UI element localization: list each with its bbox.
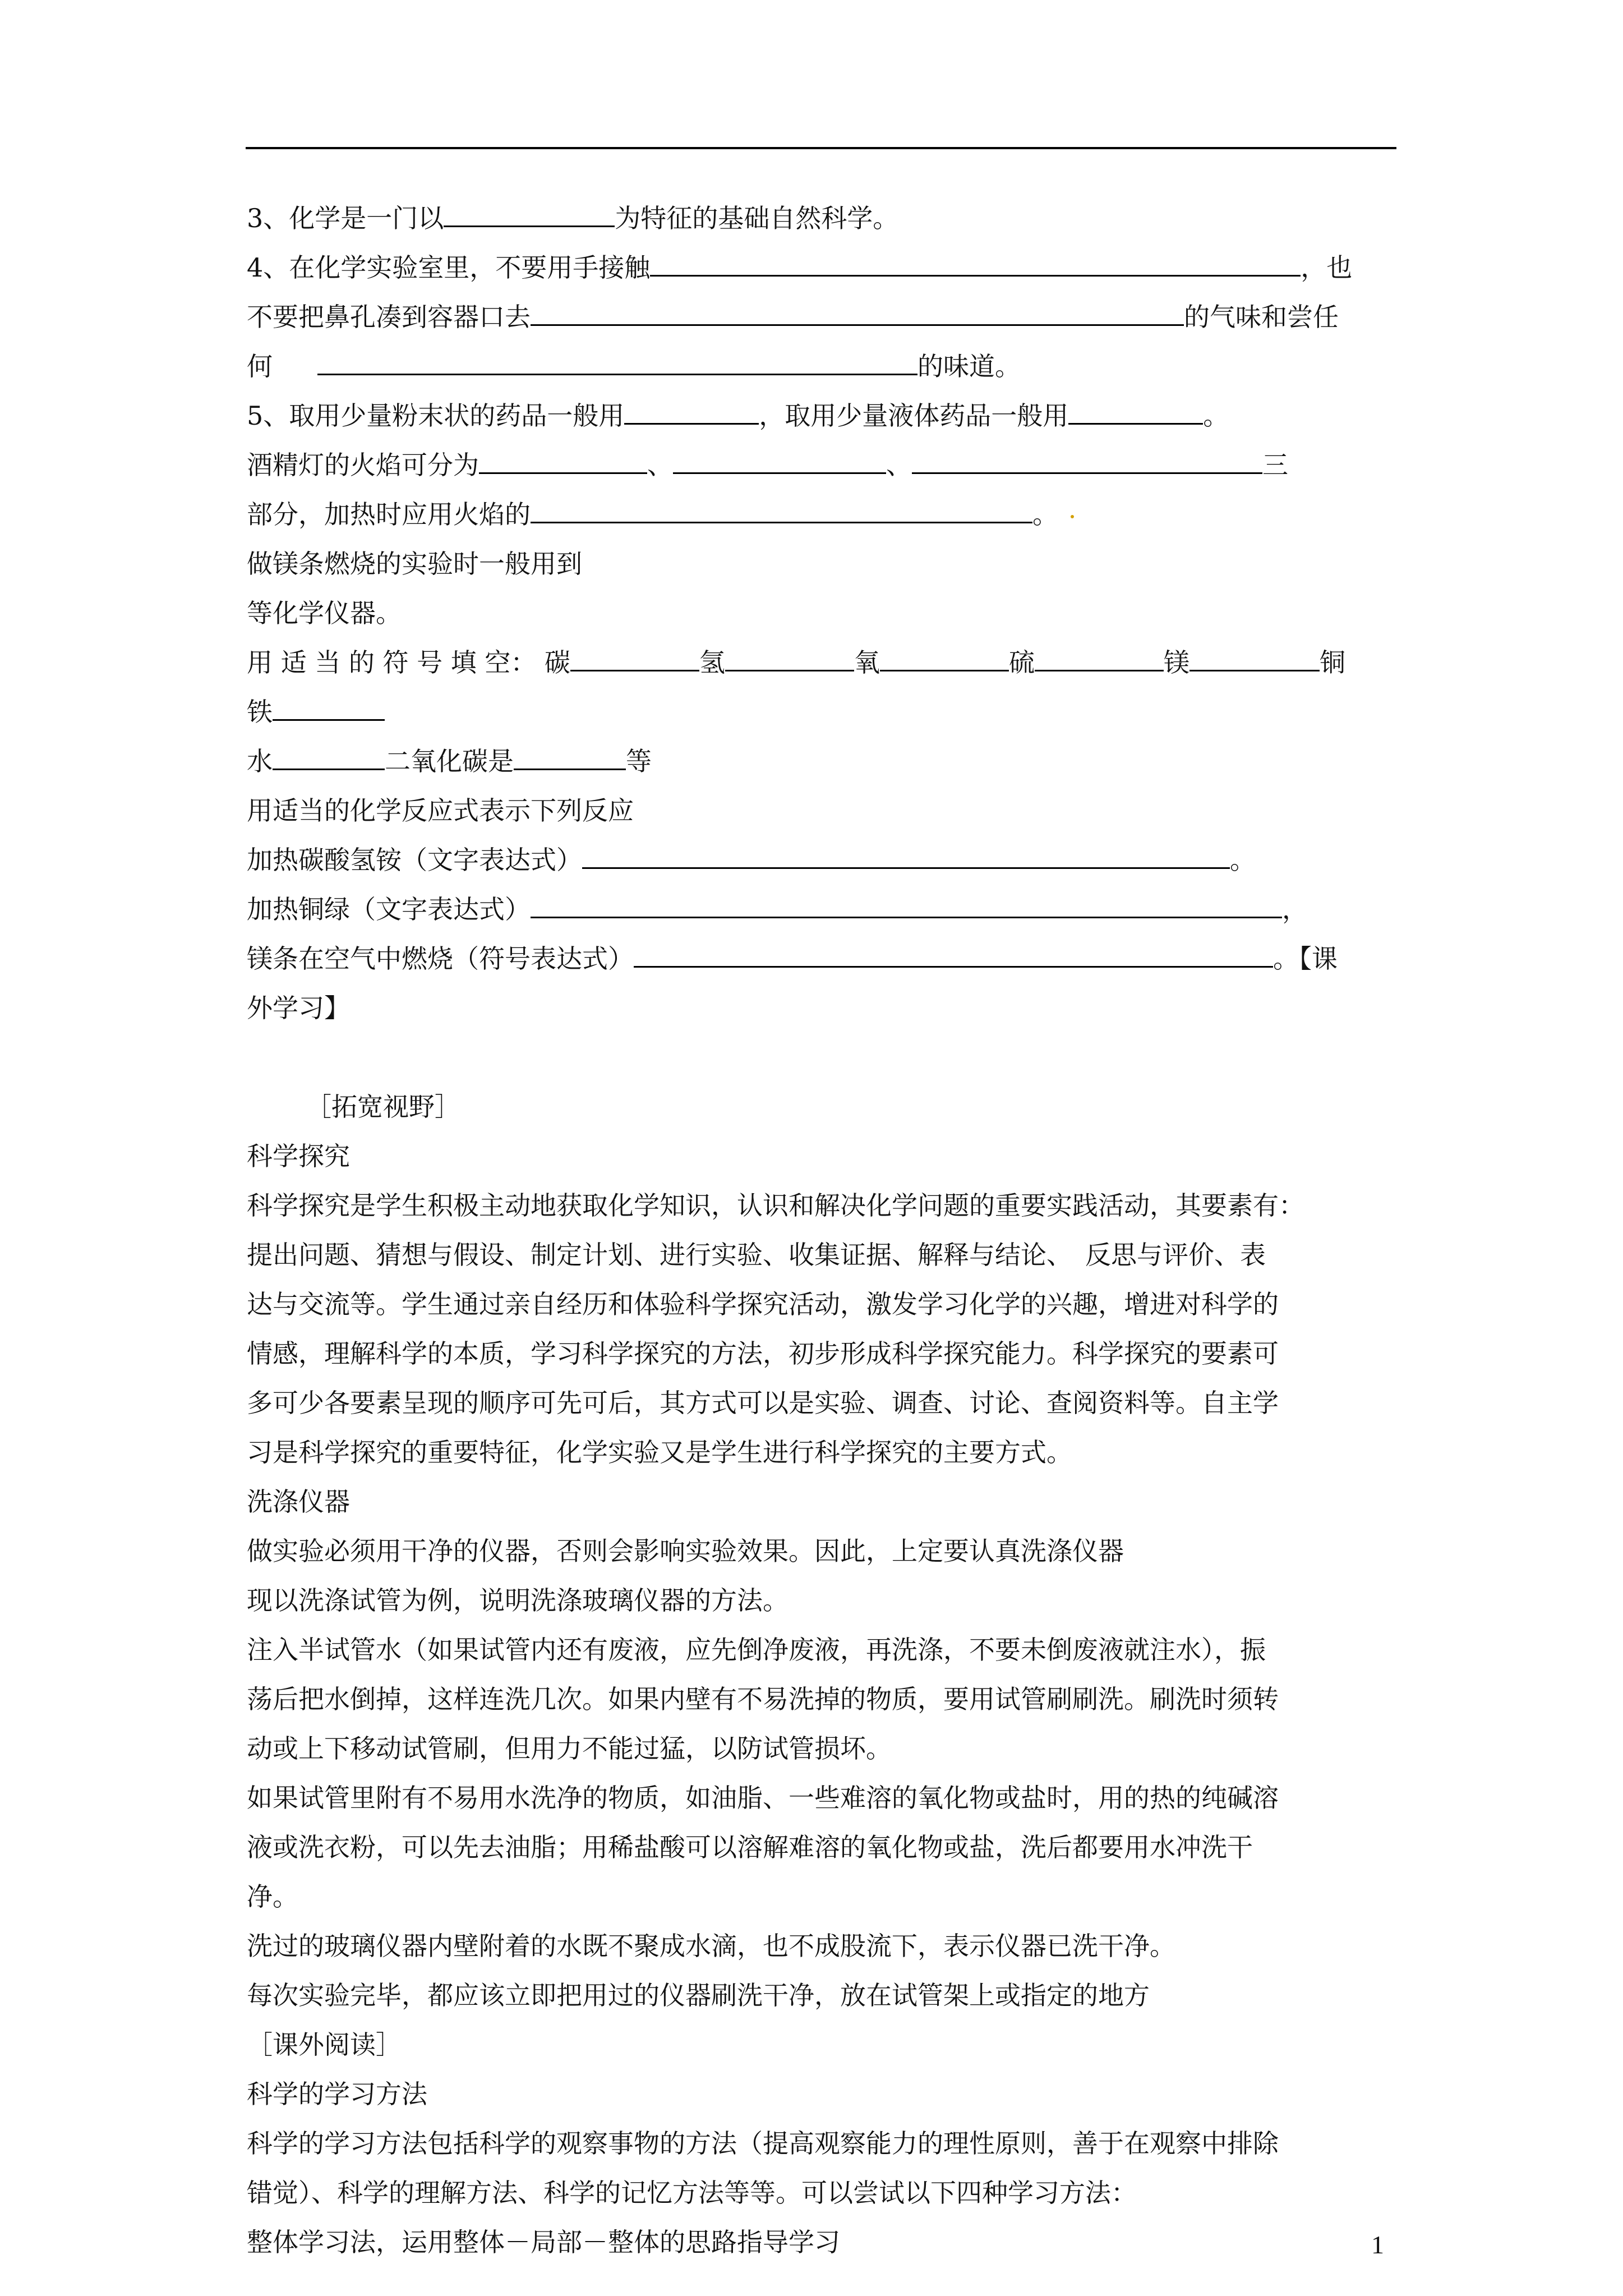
reaction-2-label: 加热铜绿（文字表达式） bbox=[247, 894, 531, 924]
paragraph-line: 习是科学探究的重要特征，化学实验又是学生进行科学探究的主要方式。 bbox=[247, 1437, 1072, 1467]
page-number: 1 bbox=[1371, 2230, 1384, 2259]
paragraph-line: 多可少各要素呈现的顺序可先可后，其方式可以是实验、调查、讨论、查阅资料等。自主学 bbox=[247, 1388, 1279, 1418]
sym-hydrogen: 氢 bbox=[699, 647, 725, 678]
sym-blank-co2[interactable] bbox=[514, 744, 626, 770]
question-5 bbox=[247, 391, 1396, 440]
flame-question-line1 bbox=[247, 440, 1396, 490]
title-washing-instruments: 洗涤仪器 bbox=[247, 1487, 350, 1517]
paragraph-line: 错觉）、科学的理解方法、科学的记忆方法等等。可以尝试以下四种学习方法： bbox=[247, 2178, 1137, 2208]
q4-text-4: 何 bbox=[247, 351, 273, 381]
q5-text-mid: ，取用少量液体药品一般用 bbox=[759, 401, 1069, 431]
paragraph-scientific-inquiry bbox=[247, 1181, 1396, 1477]
reaction-3 bbox=[247, 934, 1396, 983]
q3-text-end: 为特征的基础自然科学。 bbox=[615, 203, 899, 233]
sym-iron: 铁 bbox=[247, 697, 273, 727]
flame-sep-1: 、 bbox=[647, 450, 673, 480]
sym-co2: 二氧化碳是 bbox=[385, 746, 514, 776]
mg-question-line1: 做镁条燃烧的实验时一般用到 bbox=[247, 549, 582, 579]
section-heading-broaden: ［拓宽视野］ bbox=[306, 1092, 460, 1122]
paragraph-line: 提出问题、猜想与假设、制定计划、进行实验、收集证据、解释与结论、 反思与评价、表 bbox=[247, 1240, 1266, 1270]
sym-blank-oxygen[interactable] bbox=[880, 645, 1009, 671]
q3-text-start: 3、化学是一门以 bbox=[247, 203, 444, 233]
stray-mark bbox=[1071, 515, 1074, 518]
reaction-1-end: 。 bbox=[1230, 845, 1256, 875]
question-3 bbox=[247, 194, 1396, 243]
paragraph-line: 达与交流等。学生通过亲自经历和体验科学探究活动，激发学习化学的兴趣，增进对科学的 bbox=[247, 1289, 1279, 1319]
paragraph-line: 科学的学习方法包括科学的观察事物的方法（提高观察能力的理性原则，善于在观察中排除 bbox=[247, 2128, 1279, 2159]
reaction-3-end: 。【课 bbox=[1273, 944, 1338, 974]
paragraph-line: 净。 bbox=[247, 1881, 298, 1912]
paragraph-line: 整体学习法，运用整体－局部－整体的思路指导学习 bbox=[247, 2227, 840, 2257]
paragraph-line: 情感，理解科学的本质，学习科学探究的方法，初步形成科学探究能力。科学探究的要素可 bbox=[247, 1338, 1279, 1369]
reaction-2-blank[interactable] bbox=[531, 892, 1282, 918]
paragraph-washing-instruments bbox=[247, 1526, 1396, 2020]
sym-etc: 等 bbox=[626, 746, 652, 776]
sym-magnesium: 镁 bbox=[1163, 647, 1189, 678]
question-4-line2 bbox=[247, 292, 1396, 342]
sym-oxygen: 氧 bbox=[854, 647, 880, 678]
paragraph-line: 科学探究是学生积极主动地获取化学知识，认识和解决化学问题的重要实践活动，其要素有： bbox=[247, 1190, 1304, 1221]
reaction-3-label: 镁条在空气中燃烧（符号表达式） bbox=[247, 944, 634, 974]
q4-text-start: 4、在化学实验室里，不要用手接触 bbox=[247, 252, 651, 283]
paragraph-line: 动或上下移动试管刷，但用力不能过猛，以防试管损坏。 bbox=[247, 1733, 892, 1764]
q3-blank[interactable] bbox=[444, 201, 615, 227]
section-heading-reading: ［课外阅读］ bbox=[247, 2030, 402, 2060]
q4-blank-3[interactable] bbox=[317, 349, 917, 375]
q5-blank-2[interactable] bbox=[1068, 398, 1203, 425]
q4-text-1: ，也 bbox=[1301, 252, 1353, 283]
sym-copper: 铜 bbox=[1319, 647, 1345, 678]
sym-blank-sulfur[interactable] bbox=[1035, 645, 1164, 671]
reaction-1-label: 加热碳酸氢铵（文字表达式） bbox=[247, 845, 582, 875]
symbol-question-line1 bbox=[247, 638, 1396, 687]
title-learning-methods: 科学的学习方法 bbox=[247, 2079, 427, 2109]
flame-blank-3[interactable] bbox=[912, 448, 1262, 474]
document-body bbox=[247, 194, 1396, 2267]
sym-text-start: 用 适 当 的 符 号 填 空： 碳 bbox=[247, 647, 570, 678]
q5-text-end: 。 bbox=[1203, 401, 1229, 431]
reaction-1 bbox=[247, 835, 1396, 885]
flame-blank-4[interactable] bbox=[531, 497, 1032, 523]
paragraph-line: 现以洗涤试管为例，说明洗涤玻璃仪器的方法。 bbox=[247, 1585, 789, 1616]
q4-text-3: 的气味和尝任 bbox=[1184, 302, 1339, 332]
mg-question-line2: 等化学仪器。 bbox=[247, 598, 402, 628]
q4-text-5: 的味道。 bbox=[917, 351, 1021, 381]
title-scientific-inquiry: 科学探究 bbox=[247, 1141, 350, 1171]
flame-sep-2: 、 bbox=[886, 450, 912, 480]
reaction-3-blank[interactable] bbox=[634, 941, 1273, 968]
flame-question-line2 bbox=[247, 490, 1396, 539]
flame-text-3: 三 bbox=[1262, 450, 1288, 480]
sym-blank-magnesium[interactable] bbox=[1189, 645, 1320, 671]
extracurricular-label: 外学习】 bbox=[247, 993, 350, 1023]
paragraph-line: 做实验必须用干净的仪器，否则会影响实验效果。因此，上定要认真洗涤仪器 bbox=[247, 1536, 1124, 1566]
reaction-1-blank[interactable] bbox=[582, 843, 1230, 869]
q4-blank-1[interactable] bbox=[650, 250, 1301, 277]
q4-text-2: 不要把鼻孔凑到容器口去 bbox=[247, 302, 531, 332]
flame-blank-1[interactable] bbox=[479, 448, 647, 474]
sym-blank-carbon[interactable] bbox=[570, 645, 699, 671]
paragraph-line: 洗过的玻璃仪器内壁附着的水既不聚成水滴，也不成股流下，表示仪器已洗干净。 bbox=[247, 1931, 1175, 1961]
sym-blank-iron[interactable] bbox=[273, 694, 385, 721]
flame-text-end: 。 bbox=[1032, 499, 1058, 530]
paragraph-line: 如果试管里附有不易用水洗净的物质，如油脂、一些难溶的氧化物或盐时，用的热的纯碱溶 bbox=[247, 1783, 1279, 1813]
paragraph-line: 注入半试管水（如果试管内还有废液，应先倒净废液，再洗涤，不要未倒废液就注水），振 bbox=[247, 1635, 1266, 1665]
reaction-title: 用适当的化学反应式表示下列反应 bbox=[247, 795, 634, 826]
sym-blank-hydrogen[interactable] bbox=[725, 645, 854, 671]
paragraph-line: 液或洗衣粉，可以先去油脂；用稀盐酸可以溶解难溶的氧化物或盐，洗后都要用水冲洗干 bbox=[247, 1832, 1253, 1862]
flame-blank-2[interactable] bbox=[673, 448, 886, 474]
symbol-question-line3 bbox=[247, 737, 1396, 786]
q4-blank-2[interactable] bbox=[531, 300, 1184, 326]
paragraph-line: 每次实验完毕，都应该立即把用过的仪器刷洗干净，放在试管架上或指定的地方 bbox=[247, 1980, 1150, 2010]
reaction-2 bbox=[247, 885, 1396, 934]
header-rule bbox=[246, 147, 1396, 149]
question-4-line3 bbox=[247, 342, 1396, 391]
paragraph-learning-methods bbox=[247, 2119, 1396, 2267]
q5-blank-1[interactable] bbox=[624, 398, 759, 425]
sym-sulfur: 硫 bbox=[1008, 647, 1035, 678]
symbol-question-line2 bbox=[247, 687, 1396, 737]
question-4-line1 bbox=[247, 243, 1396, 292]
flame-text-4: 部分，加热时应用火焰的 bbox=[247, 499, 531, 530]
reaction-2-end: ， bbox=[1282, 894, 1308, 924]
q5-text-start: 5、取用少量粉末状的药品一般用 bbox=[247, 401, 625, 431]
sym-blank-water[interactable] bbox=[273, 744, 385, 770]
sym-water: 水 bbox=[247, 746, 273, 776]
flame-text-start: 酒精灯的火焰可分为 bbox=[247, 450, 479, 480]
paragraph-line: 荡后把水倒掉，这样连洗几次。如果内壁有不易洗掉的物质，要用试管刷刷洗。刷洗时须转 bbox=[247, 1684, 1279, 1714]
